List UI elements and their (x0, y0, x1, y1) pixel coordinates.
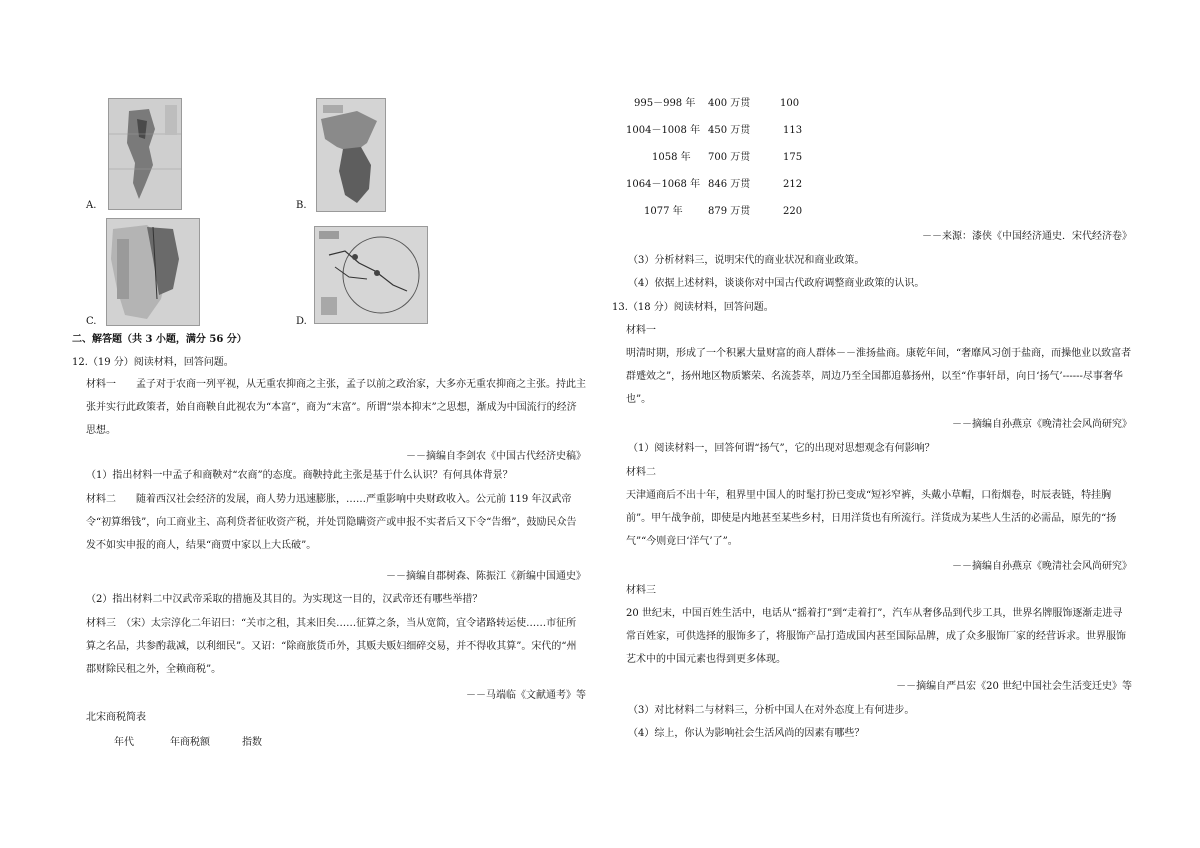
header-tax: 年商税额 (170, 737, 210, 748)
tax-table-header (86, 736, 386, 752)
row-2-year: 1004－1008 年 (626, 125, 701, 136)
row-3-index: 175 (783, 152, 803, 163)
q12-material-2-source: －－摘编自郡树森、陈振江《新编中国通史》 (386, 571, 586, 582)
tax-table-body (620, 97, 840, 227)
section-heading: 二、解答题（共 3 小题，满分 56 分） (72, 334, 247, 345)
row-1-index: 100 (780, 98, 800, 109)
option-d-label: D. (296, 316, 307, 327)
q13-material-3: 20 世纪末，中国百姓生活中，电话从“摇着打”到“走着打”，汽车从奢侈品到代步工具，世界名牌服饰逐渐走进寻常百姓家，可供选择的服饰多了，将服饰产品打造成国内甚至国际品牌，成了众多服饰厂家的经营诉求。世界服饰艺术中的中国元素也得到更多体现。 (626, 608, 1126, 665)
row-4-tax: 846 万贯 (708, 179, 751, 190)
row-4-year: 1064－1068 年 (626, 179, 701, 190)
q12-question-3: （3）分析材料三，说明宋代的商业状况和商业政策。 (628, 255, 865, 266)
q13-question-4: （4）综上，你认为影响社会生活风尚的因素有哪些？ (628, 728, 865, 739)
row-1-tax: 400 万贯 (708, 98, 751, 109)
q12-material-1: 材料一 孟子对于农商一列平视，从无重农抑商之主张，孟子以前之政治家，大多亦无重农抑商之主张。持此主张并实行此政策者，始自商鞅自此视农为“本富”，商为“末富”。所谓“崇本抑末”之思想，渐成为中国流行的经济思想。 (86, 379, 586, 436)
q12-question-4: （4）依据上述材料，谈谈你对中国古代政府调整商业政策的认识。 (628, 278, 925, 289)
row-2-tax: 450 万贯 (708, 125, 751, 136)
row-4-index: 212 (783, 179, 803, 190)
option-b-label: B. (296, 200, 307, 211)
q12-material-3-source: －－马端临《文献通考》等 (466, 690, 586, 701)
q13-material-1-label: 材料一 (626, 325, 656, 336)
option-c-label: C. (86, 316, 97, 327)
row-5-year: 1077 年 (644, 206, 683, 217)
row-1-year: 995－998 年 (634, 98, 696, 109)
q12-material-2: 材料二 随着西汉社会经济的发展，商人势力迅速膨胀，……严重影响中央财政收入。公元前 119 年汉武帝令“初算缗钱”，向工商业主、高利贷者征收资产税，并处罚隐瞒资产或申报不实者后又下令“告缗”，鼓励民众告发不如实申报的商人，结果“商贾中家以上大氐破”。 (86, 494, 577, 551)
q13-material-2-source: －－摘编自孙燕京《晚清社会风尚研究》 (952, 561, 1132, 572)
q12-stem: 12.（19 分）阅读材料，回答问题。 (72, 357, 234, 368)
q13-question-1: （1）阅读材料一，回答何谓“扬气”，它的出现对思想观念有何影响？ (628, 443, 935, 454)
q12-material-1-source: －－摘编自李剑农《中国古代经济史稿》 (406, 451, 586, 462)
map-option-a (108, 98, 182, 210)
q13-question-3: （3）对比材料二与材料三，分析中国人在对外态度上有何进步。 (628, 705, 915, 716)
row-2-index: 113 (783, 125, 803, 136)
row-5-tax: 879 万贯 (708, 206, 751, 217)
map-option-c (106, 218, 200, 326)
tax-table-source: －－来源：漆侠《中国经济通史．宋代经济卷》 (922, 231, 1132, 242)
q12-material-3: 材料三 （宋）太宗淳化二年诏曰：“关市之租，其来旧矣……征算之条，当从宽简，宜令诸路转运使……市征所算之名品，共参酌裁减，以利细民”。又诏：“除商旅货币外，其贩夫贩妇细碎交易，并不得收其算”。宋代的“州郡财除民租之外，全赖商税”。 (86, 618, 577, 675)
q12-question-1: （1）指出材料一中孟子和商鞅对“农商”的态度。商鞅持此主张是基于什么认识？有何具体背景？ (86, 470, 513, 481)
row-3-tax: 700 万贯 (708, 152, 751, 163)
q13-material-3-source: －－摘编自严昌宏《20 世纪中国社会生活变迁史》等 (896, 681, 1132, 692)
option-a-label: A. (86, 200, 97, 211)
q12-question-2: （2）指出材料二中汉武帝采取的措施及其目的。为实现这一目的，汉武帝还有哪些举措？ (86, 594, 483, 605)
q13-material-1: 明清时期，形成了一个积累大量财富的商人群体－－淮扬盐商。康乾年间，“奢靡风习创于盐商，而操他业以致富者群蹙效之”，扬州地区物质繁荣、名流荟萃，周边乃至全国都追慕扬州，以至“作事轩昂，向日‘扬气’------尽事奢华也”。 (626, 348, 1132, 405)
map-option-b (316, 98, 386, 212)
q13-material-3-label: 材料三 (626, 585, 656, 596)
q13-stem: 13.（18 分）阅读材料，回答问题。 (612, 302, 774, 313)
q13-material-2-label: 材料二 (626, 467, 656, 478)
tax-table-title: 北宋商税简表 (86, 712, 146, 723)
row-5-index: 220 (783, 206, 803, 217)
q13-material-2: 天津通商后不出十年，租界里中国人的时髦打扮已变成“短衫窄裤，头戴小草帽，口衔烟卷，时辰表链，特挂胸前”。甲午战争前，即使是内地甚至某些乡村，日用洋货也有所流行。洋货成为某些人生活的必需品，原先的“扬气”“今则竟曰‘洋气’了”。 (626, 490, 1117, 547)
header-index: 指数 (242, 737, 262, 748)
row-3-year: 1058 年 (652, 152, 691, 163)
map-option-d (314, 226, 428, 324)
q13-material-1-source: －－摘编自孙燕京《晚清社会风尚研究》 (952, 419, 1132, 430)
header-year: 年代 (114, 737, 134, 748)
